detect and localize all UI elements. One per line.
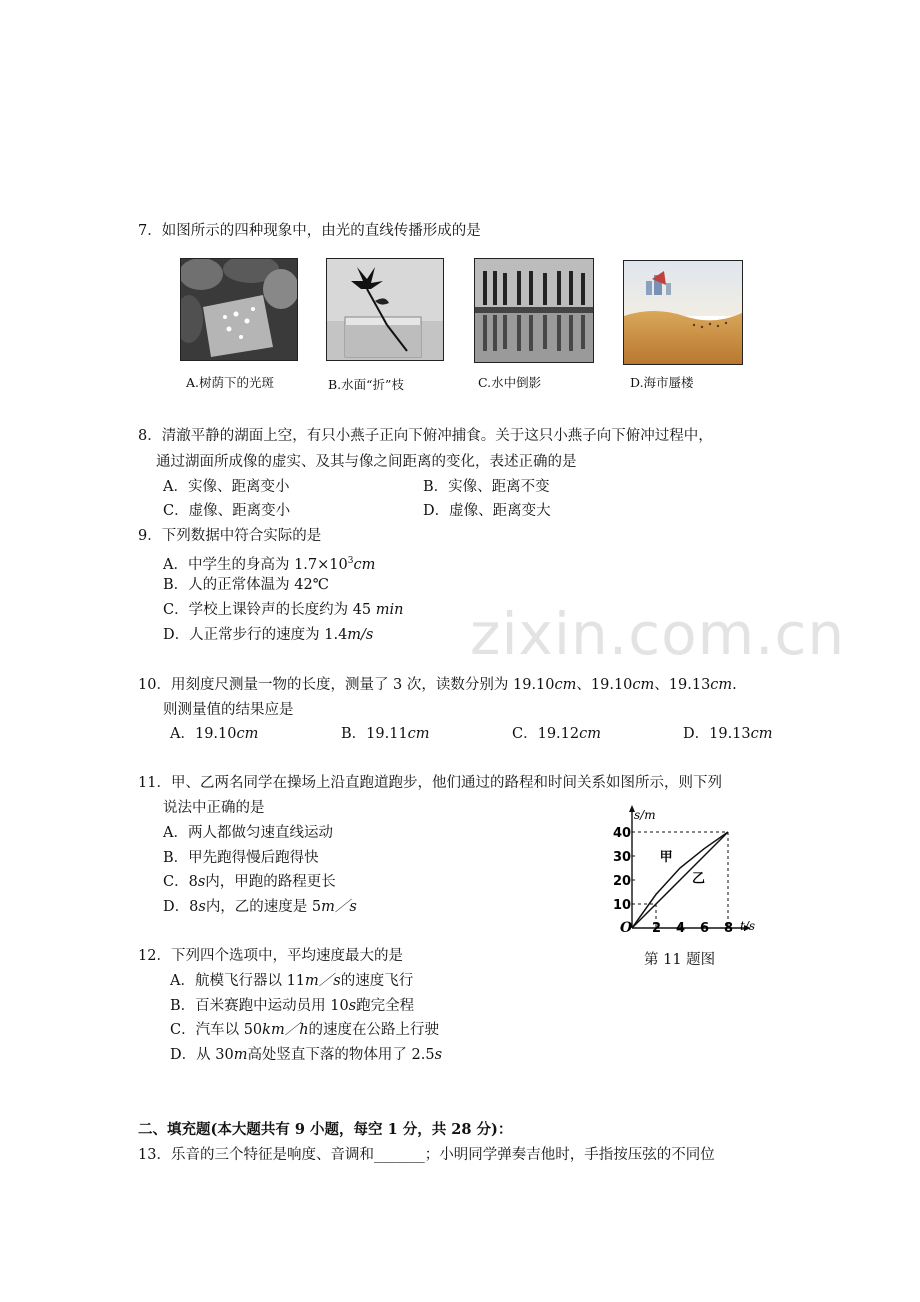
q11-c-text: C．8 <box>163 874 198 890</box>
q13-stem <box>138 1145 715 1165</box>
section-2-title: 二、填充题(本大题共有 9 小题，每空 1 分，共 28 分)： <box>138 1121 513 1138</box>
y-tick-label: 20 <box>613 874 632 889</box>
watermark: zixin.com.cn <box>470 600 846 668</box>
q10-text-2: 、19.10 <box>576 677 633 693</box>
q11-option-c <box>163 872 336 892</box>
x-axis-label: t/s <box>740 919 756 933</box>
q8-option-c: C．虚像、距离变小 <box>163 503 291 519</box>
q9-c-unit: min <box>375 602 404 618</box>
figure-a-caption: A.树荫下的光斑 <box>186 375 275 390</box>
q8-option-a: A．实像、距离变小 <box>163 479 290 495</box>
desert-mirage-image <box>624 261 742 364</box>
q12-b-text-2: 跑完全程 <box>356 998 415 1014</box>
figure-a-tree-shade-light-spots <box>180 258 298 361</box>
q12-a-unit: m／s <box>305 973 341 989</box>
series-label-yi: 乙 <box>692 871 706 887</box>
q10-a-unit: cm <box>236 726 259 742</box>
q8-stem-line2: 通过湖面所成像的虚实、及其与像之间距离的变化，表述正确的是 <box>156 454 577 470</box>
distance-time-chart <box>612 800 782 935</box>
q9-option-c <box>163 600 404 620</box>
q13-text-2: ；小明同学弹奏吉他时，手指按压弦的不同位 <box>424 1147 715 1163</box>
q10-b-unit: cm <box>407 726 430 742</box>
x-tick-label: 2 <box>652 921 662 935</box>
q10-d-text: D．19.13 <box>683 726 751 742</box>
q11-figure-caption: 第 11 题图 <box>644 952 716 968</box>
x-tick-label: 4 <box>676 921 686 935</box>
q12-d-unit-1: m <box>233 1047 248 1063</box>
figure-d-caption: D.海市蜃楼 <box>630 375 694 390</box>
q11-option-d <box>163 897 357 917</box>
q10-a-text: A．19.10 <box>170 726 237 742</box>
q10-unit-2: cm <box>632 677 655 693</box>
q10-text-1: 10．用刻度尺测量一物的长度，测量了 3 次，读数分别为 19.10 <box>138 677 555 693</box>
q11-option-a: A．两人都做匀速直线运动 <box>163 825 333 841</box>
q10-option-d <box>683 724 773 744</box>
q11-c-unit: s <box>197 874 206 890</box>
q11-d-text-2: 内，乙的速度是 5 <box>205 899 322 915</box>
figure-c-caption: C.水中倒影 <box>478 375 542 390</box>
q12-a-text: A．航模飞行器以 11 <box>170 973 306 989</box>
y-tick-label: 40 <box>613 826 632 841</box>
q11-stem-line1: 11．甲、乙两名同学在操场上沿直跑道跑步，他们通过的路程和时间关系如图所示，则下列 <box>138 775 722 791</box>
q10-d-unit: cm <box>750 726 773 742</box>
q8-option-b: B．实像、距离不变 <box>423 479 550 495</box>
q9-option-d <box>163 625 373 645</box>
q9-option-a <box>163 551 375 575</box>
q10-unit-1: cm <box>554 677 577 693</box>
q13-blank: _______ <box>373 1147 425 1163</box>
q9-d-text: D．人正常步行的速度为 1.4 <box>163 627 348 643</box>
q11-d-unit-2: m／s <box>321 899 357 915</box>
q9-option-b: B．人的正常体温为 42℃ <box>163 577 329 593</box>
q8-stem-line1: 8．清澈平静的湖面上空，有只小燕子正向下俯冲捕食。关于这只小燕子向下俯冲过程中， <box>138 428 713 444</box>
q10-b-text: B．19.11 <box>341 726 408 742</box>
q10-text-3: 、19.13 <box>654 677 711 693</box>
q13-text: 13．乐音的三个特征是响度、音调和 <box>138 1147 374 1163</box>
q10-option-b <box>341 724 430 744</box>
q10-option-c <box>512 724 601 744</box>
q10-c-text: C．19.12 <box>512 726 580 742</box>
q12-stem: 12．下列四个选项中，平均速度最大的是 <box>138 948 403 964</box>
y-axis-label: s/m <box>634 808 656 822</box>
q12-c-text: C．汽车以 50 <box>170 1022 263 1038</box>
q12-b-unit: s <box>348 998 357 1014</box>
series-line-yi <box>632 832 728 928</box>
q12-c-text-2: 的速度在公路上行驶 <box>308 1022 440 1038</box>
q9-a-exponent: 3 <box>347 556 354 566</box>
figure-d-mirage <box>623 260 743 365</box>
q12-d-text: D．从 30 <box>170 1047 234 1063</box>
bent-branch-image <box>327 259 443 360</box>
origin-label: O <box>620 920 633 935</box>
q8-option-d: D．虚像、距离变大 <box>423 503 551 519</box>
q12-d-text-2: 高处竖直下落的物体用了 2.5 <box>247 1047 435 1063</box>
q9-stem: 9．下列数据中符合实际的是 <box>138 528 322 544</box>
q11-d-unit-1: s <box>198 899 206 915</box>
q9-d-unit: m/s <box>347 627 374 643</box>
zebra-reflection-image <box>475 259 593 362</box>
q12-option-b <box>170 996 414 1016</box>
series-label-jia: 甲 <box>659 849 673 865</box>
q10-stem-line1 <box>138 675 737 695</box>
figure-b-caption: B.水面“折”枝 <box>328 377 404 392</box>
figure-b-bent-branch-in-water <box>326 258 444 361</box>
q10-option-a <box>170 724 258 744</box>
x-tick-label: 6 <box>700 921 710 935</box>
q11-d-text: D．8 <box>163 899 199 915</box>
q12-option-c <box>170 1020 439 1040</box>
q10-c-unit: cm <box>579 726 601 742</box>
tree-shade-image <box>181 259 297 360</box>
y-tick-label: 10 <box>613 898 632 913</box>
q10-text-end: . <box>732 677 737 693</box>
q11-option-b: B．甲先跑得慢后跑得快 <box>163 850 319 866</box>
q12-b-text: B．百米赛跑中运动员用 10 <box>170 998 349 1014</box>
q11-stem-line2: 说法中正确的是 <box>163 800 265 816</box>
x-tick-label: 8 <box>724 921 734 935</box>
q12-d-unit-2: s <box>434 1047 443 1063</box>
q9-c-text: C．学校上课铃声的长度约为 45 <box>163 602 376 618</box>
q10-stem-line2: 则测量值的结果应是 <box>163 702 294 718</box>
q10-unit-3: cm <box>710 677 733 693</box>
q11-c-text-2: 内，甲跑的路程更长 <box>205 874 336 890</box>
q12-c-unit: km／h <box>262 1022 309 1038</box>
q12-option-d <box>170 1045 442 1065</box>
q12-a-text-2: 的速度飞行 <box>340 973 414 989</box>
q7-stem: 7．如图所示的四种现象中，由光的直线传播形成的是 <box>138 223 481 239</box>
figure-c-reflection-in-water <box>474 258 594 363</box>
y-tick-label: 30 <box>613 850 632 865</box>
q12-option-a <box>170 971 413 991</box>
q9-a-unit: cm <box>353 556 376 573</box>
q9-a-text: A．中学生的身高为 1.7×10 <box>163 556 348 573</box>
